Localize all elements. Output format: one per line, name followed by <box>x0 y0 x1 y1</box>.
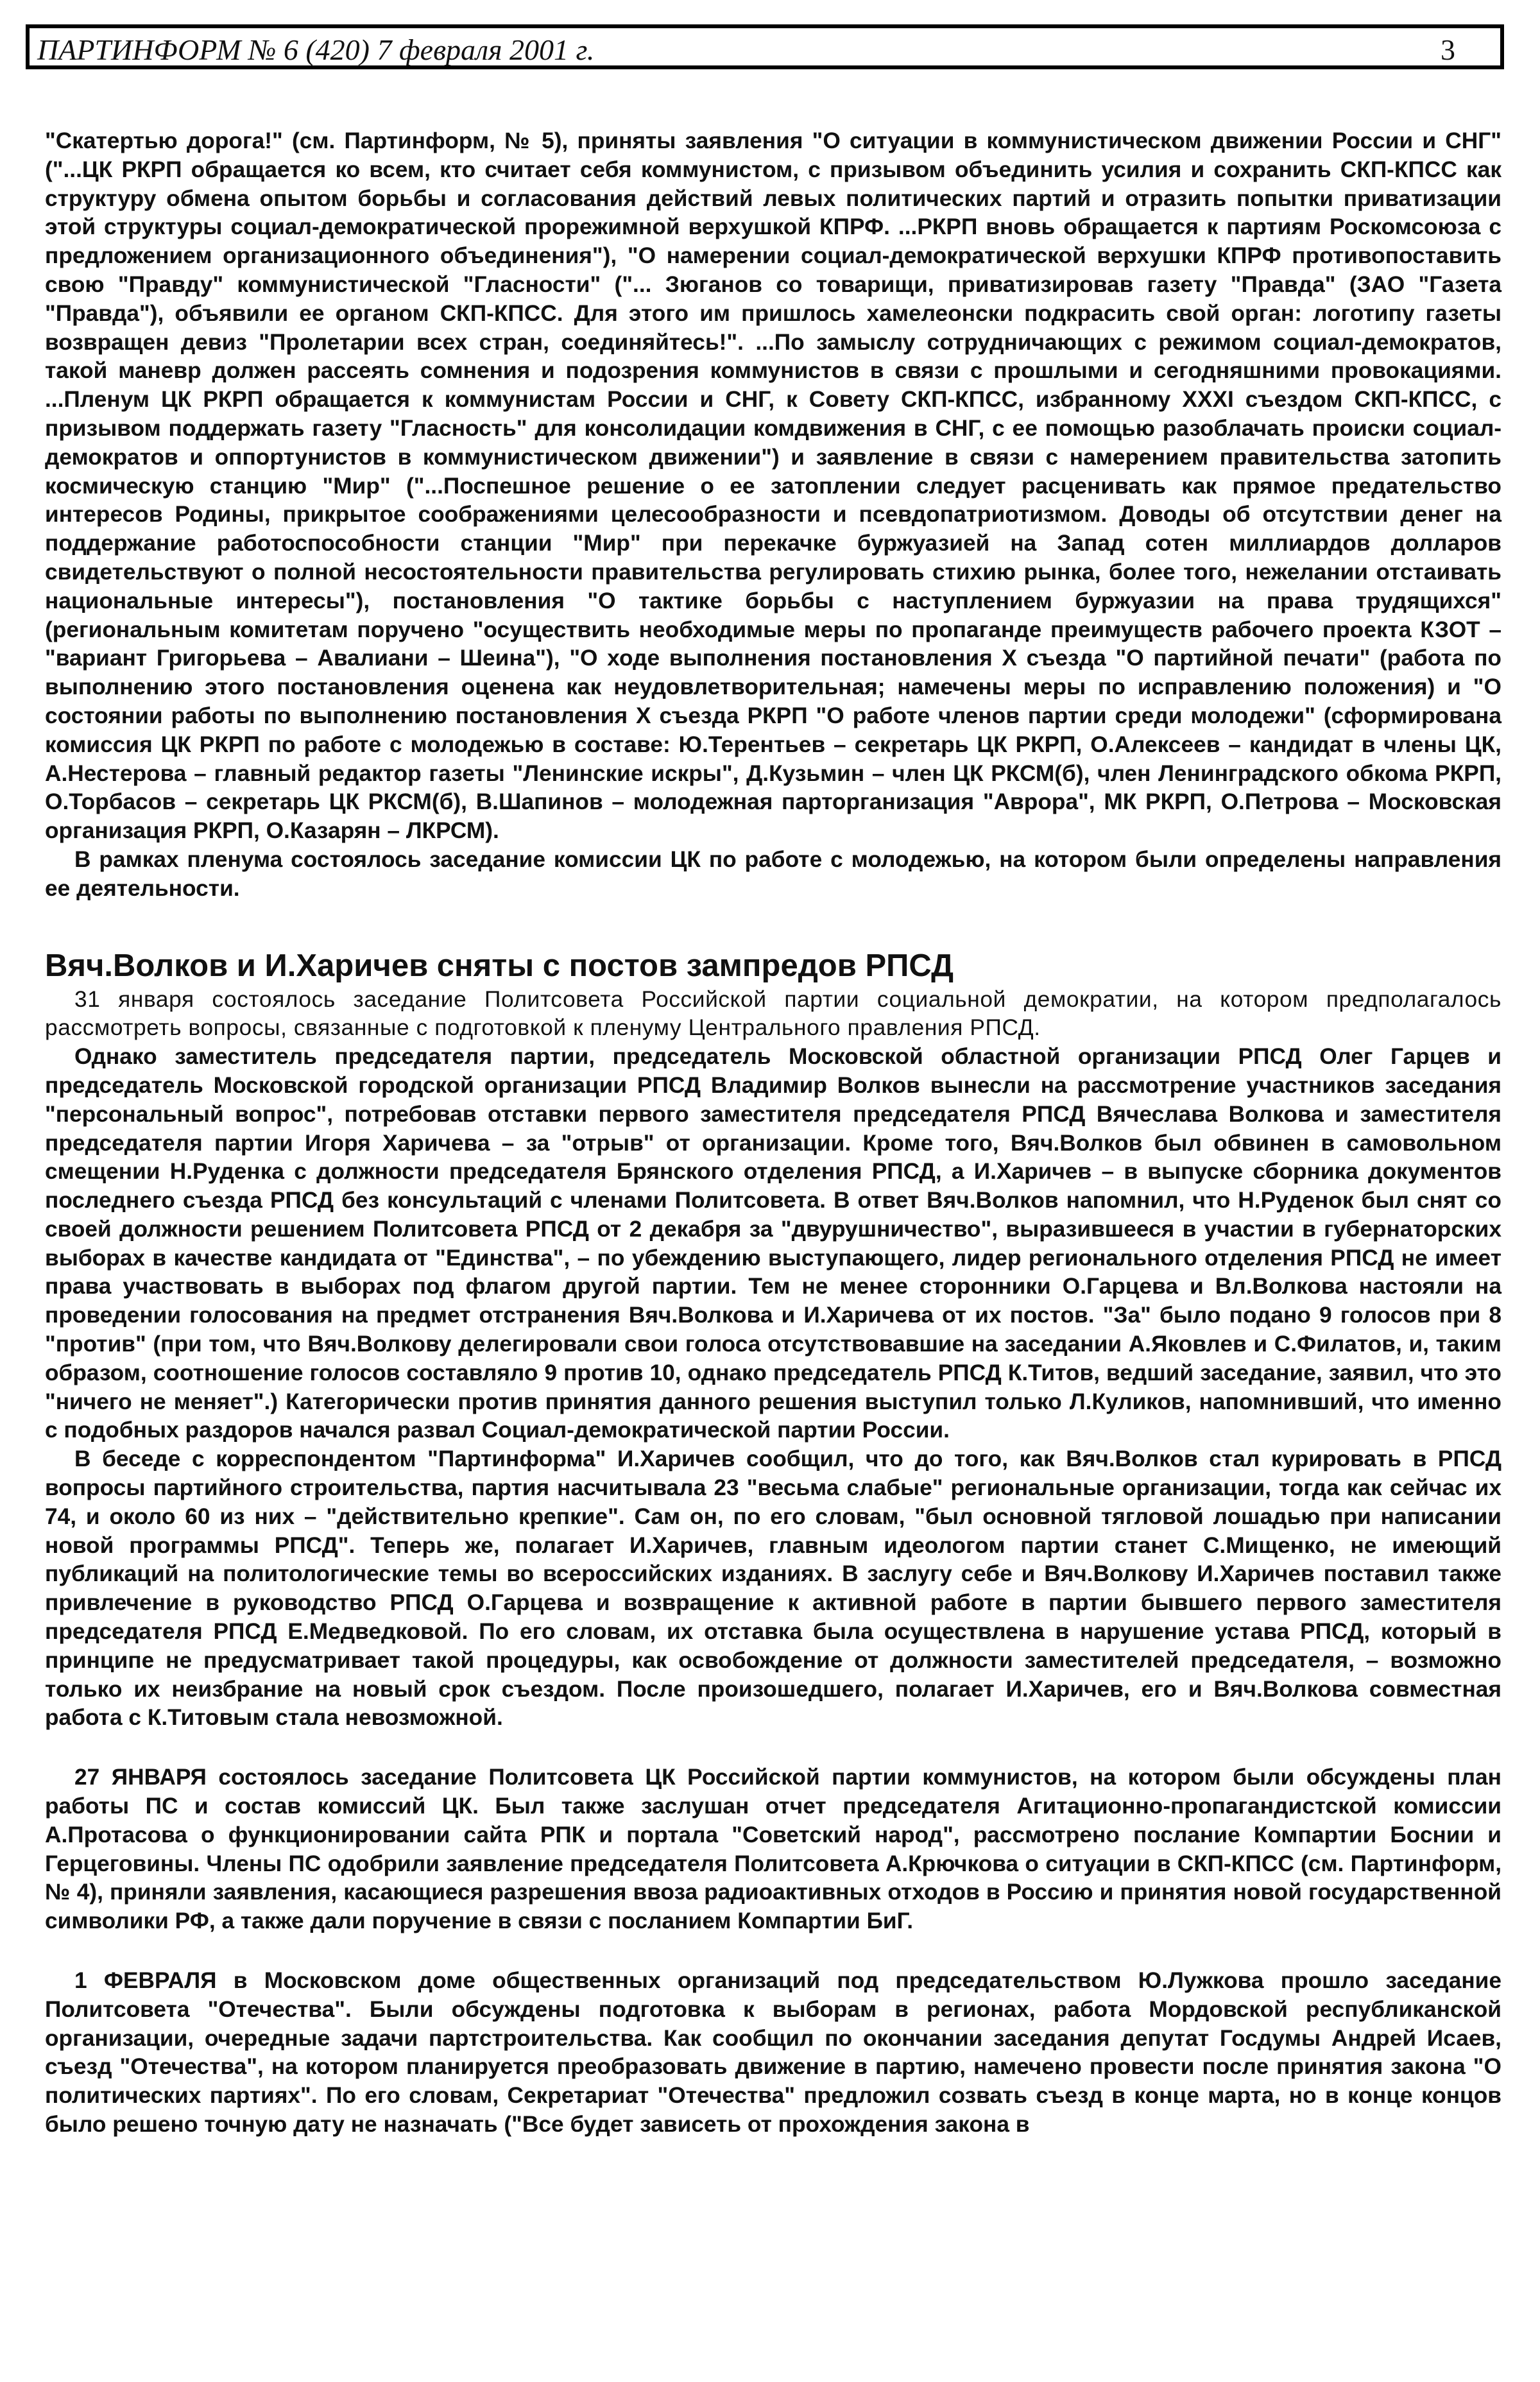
news-item-1-text: состоялось заседание Политсовета ЦК Российской партии коммунистов, на котором были обсуждены план работы ПС и состав комиссий ЦК. Был также заслушан отчет председателя Агитационно-пропагандистской комиссии А.Протасова о функционировании сайта РПК и портала "Советский народ", рассмотрено послание Компартии Боснии и Герцеговины. Члены ПС одобрили заявление председателя Политсовета А.Крючкова о ситуации в СКП-КПСС (см. Партинформ, № 4), приняли заявления, касающиеся разрешения ввоза радиоактивных отходов в Россию и принятия новой государственной символики РФ, а также дали поручение в связи с посланием Компартии БиГ. <box>45 1765 1502 1934</box>
news-item-2-date: 1 ФЕВРАЛЯ <box>74 1968 217 1994</box>
article-paragraph-1: Однако заместитель председателя партии, председатель Московской областной организации РПСД Олег Гарцев и председатель Московской городской организации РПСД Владимир Волков вынесли на рассмотрение участников заседания "персональный вопрос", потребовав отставки первого заместителя председателя РПСД Вячеслава Волкова и заместителя председателя партии Игоря Харичева – за "отрыв" от организации. Кроме того, Вяч.Волков был обвинен в самовольном смещении Н.Руденка с должности председателя Брянского отделения РПСД, а И.Харичев – в выпуске сборника документов последнего съезда РПСД без консультаций с членами Политсовета. В ответ Вяч.Волков напомнил, что Н.Руденок был снят со своей должности решением Политсовета РПСД от 2 декабря за "двурушничество", выразившееся в участии в губернаторских выборах в качестве кандидата от "Единства", – по убеждению выступающего, лидер регионального отделения РПСД не имеет права участвовать в выборах под флагом другой партии. Тем не менее сторонники О.Гарцева и Вл.Волкова настояли на проведении голосования на предмет отстранения Вяч.Волкова и И.Харичева от их постов. "За" было подано 9 голосов при 8 "против" (при том, что Вяч.Волкову делегировали свои голоса отсутствовавшие на заседании А.Яковлев и С.Филатов, и, таким образом, соотношение голосов составляло 9 против 10, однако председатель РПСД К.Титов, ведший заседание, заявил, что это "ничего не меняет".) Категорически против принятия данного решения выступил только Л.Куликов, напомнивший, что именно с подобных раздоров начался развал Социал-демократической партии России. <box>45 1044 1502 1443</box>
intro-paragraph-1: "Скатертью дорога!" (см. Партинформ, № 5), приняты заявления "О ситуации в коммунистическом движении России и СНГ" ("...ЦК РКРП обращается ко всем, кто считает себя коммунистом, с призывом объединить усилия и сохранить СКП-КПСС как структуру обмена опытом борьбы и согласования действий левых политических партий и отразить попытки приватизации этой структуры социал-демократической прорежимной верхушкой КПРФ. ...РКРП вновь обращается к партиям Роскомсоюза с предложением организационного объединения"), "О намерении социал-демократической верхушки КПРФ противопоставить свою "Правду" коммунистической "Гласности" ("... Зюганов со товарищи, приватизировав газету "Правда" (ЗАО "Газета "Правда"), объявили ее органом СКП-КПСС. Для этого им пришлось хамелеонски подкрасить свой орган: логотипу газеты возвращен девиз "Пролетарии всех стран, соединяйтесь!". ...По замыслу сотрудничающих с режимом социал-демократов, такой маневр должен рассеять сомнения и подозрения коммунистов в связи с прошлыми и сегодняшними провокациями. ...Пленум ЦК РКРП обращается к коммунистам России и СНГ, к Совету СКП-КПСС, избранному XXXI съездом СКП-КПСС, с призывом поддержать газету "Гласность" для консолидации комдвижения в СНГ, с ее помощью разоблачать происки социал-демократов и оппортунистов в коммунистическом движении") и заявление в связи с намерением правительства затопить космическую станцию "Мир" ("...Поспешное решение о ее затоплении следует расценивать как прямое предательство интересов Родины, прикрытое соображениями целесообразности и псевдопатриотизмом. Доводы об отсутствии денег на поддержание работоспособности станции "Мир" при перекачке буржуазией на Запад сотен миллиардов долларов свидетельствуют о полной несостоятельности правительства регулировать стихию рынка, более того, нежелании отстаивать национальные интересы"), постановления "О тактике борьбы с наступлением буржуазии на права трудящихся" (региональным комитетам поручено "осуществить необходимые меры по пропаганде преимуществ рабочего проекта КЗОТ – "вариант Григорьева – Авалиани – Шеина"), "О ходе выполнения постановления X съезда "О партийной печати" (работа по выполнению этого постановления оценена как неудовлетворительная; намечены меры по исправлению положения) и "О состоянии работы по выполнению постановления X съезда РКРП "О работе членов партии среди молодежи" (сформирована комиссия ЦК РКРП по работе с молодежью в составе: Ю.Терентьев – секретарь ЦК РКРП, О.Алексеев – кандидат в члены ЦК, А.Нестерова – главный редактор газеты "Ленинские искры", Д.Кузьмин – член ЦК РКСМ(б), член Ленинградского обкома РКРП, О.Торбасов – секретарь ЦК РКСМ(б), В.Шапинов – молодежная парторганизация "Аврора", МК РКРП, О.Петрова – Московская организация РКРП, О.Казарян – ЛКРСМ). <box>45 128 1502 844</box>
page-number: 3 <box>1441 33 1455 66</box>
news-item-2 <box>45 1967 1502 2139</box>
news-item-1 <box>45 1763 1502 1936</box>
article-lead: 31 января состоялось заседание Политсовета Российской партии социальной демократии, на котором предполагалось рассмотреть вопросы, связанные с подготовкой к пленуму Центрального правления РПСД. <box>45 986 1502 1041</box>
news-item-1-date: 27 ЯНВАРЯ <box>74 1765 207 1790</box>
publication-title: ПАРТИНФОРМ № 6 (420) 7 февраля 2001 г. <box>37 33 595 66</box>
article-paragraph-2: В беседе с корреспондентом "Партинформа" И.Харичев сообщил, что до того, как Вяч.Волков стал курировать в РПСД вопросы партийного строительства, партия насчитывала 23 "весьма слабые" региональные организации, тогда как сейчас их 74, и около 60 из них – "действительно крепкие". Сам он, по его словам, "был основной тягловой лошадью при написании новой программы РПСД". Теперь же, полагает И.Харичев, главным идеологом партии станет С.Мищенко, не имеющий публикаций на политологические темы во всероссийских изданиях. В заслугу себе и Вяч.Волкову И.Харичев поставил также привлечение в руководство РПСД О.Гарцева и возвращение к активной работе в партии бывшего первого заместителя председателя РПСД Е.Медведковой. По его словам, их отставка была осуществлена в нарушение устава РПСД, который в принципе не предусматривает такой процедуры, как освобождение от должности заместителей председателя, – возможно только их неизбрание на новый срок съездом. После произошедшего, полагает И.Харичев, его и Вяч.Волкова совместная работа с К.Титовым стала невозможной. <box>45 1446 1502 1731</box>
intro-paragraph-2: В рамках пленума состоялось заседание комиссии ЦК по работе с молодежью, на котором были определены направления ее деятельности. <box>45 846 1502 901</box>
page-body <box>45 127 1502 2139</box>
news-item-2-text: в Московском доме общественных организаций под председательством Ю.Лужкова прошло заседание Политсовета "Отечества". Были обсуждены подготовка к выборам в регионах, работа Мордовской республиканской организации, очередные задачи партстроительства. Как сообщил по окончании заседания депутат Госдумы Андрей Исаев, съезд "Отечества", на котором планируется преобразовать движение в партию, намечено провести после принятия закона "О политических партиях". По его словам, Секретариат "Отечества" предложил созвать съезд в конце марта, но в конце концов было решено точную дату не назначать ("Все будет зависеть от прохождения закона в <box>45 1968 1502 2137</box>
page-header <box>26 24 1504 69</box>
article-headline: Вяч.Волков и И.Харичев сняты с постов зампредов РПСД <box>45 948 954 983</box>
